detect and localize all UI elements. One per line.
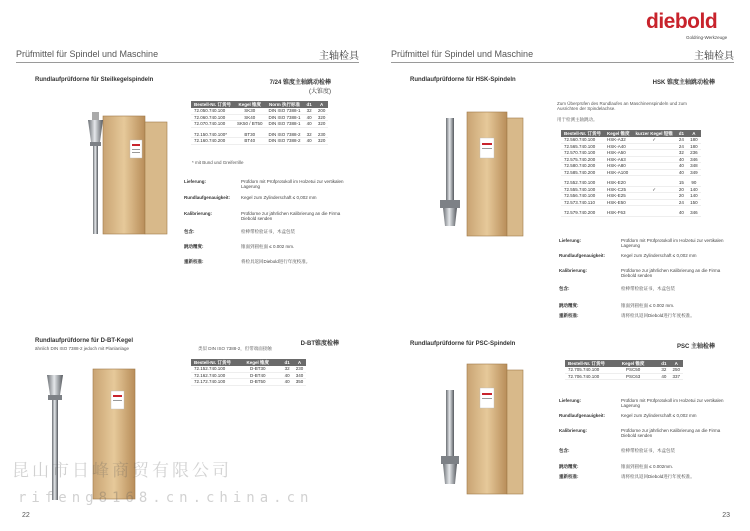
column-header: Bestell-Nr. 订货号 [561, 130, 604, 137]
brand-logo: diebold [646, 10, 718, 33]
cell: PSC50 [608, 367, 658, 373]
column-header: A [293, 359, 307, 366]
table-row [191, 138, 328, 145]
spec-value: Kegel zum Zylinderschaft ≤ 0,002 mm [241, 195, 317, 200]
mandrel-box-image [78, 108, 178, 243]
cell: 32 [282, 366, 293, 372]
cell: HSK-A32 [604, 137, 633, 143]
cell: 340 [293, 372, 307, 379]
page-number: 22 [22, 512, 30, 519]
spec-value: 请将检具返回Diebold进行年度校准。 [621, 474, 695, 479]
spec-key: 重新校准: [559, 313, 579, 318]
cell: HSK-C25 [604, 186, 633, 193]
cell: 180 [687, 137, 701, 143]
section-subtitle: ähnlich DIN ISO 7388-2 jedoch mit Planlanlage [35, 346, 130, 351]
cell: 348 [687, 163, 701, 170]
spec-key: Kalibrierung: [559, 428, 588, 433]
cell: 320 [315, 138, 329, 145]
cell: DIN ISO 7388-1 [266, 121, 304, 128]
psc-mandrel-box-image [435, 360, 535, 505]
psc-table [565, 360, 683, 380]
cell: 24 [676, 137, 687, 143]
cell: 350 [293, 379, 307, 386]
spec-value: Prüfdorne zur jährlichen Kalibrierung an die Firma Diebold senden [241, 211, 341, 221]
hsk-mandrel-box-image [435, 108, 535, 243]
cell: 346 [687, 156, 701, 163]
spec-value: 检棒带检验证书，木盒包装 [621, 448, 675, 453]
column-header: Bestell-Nr. 订货号 [191, 359, 234, 366]
cell: 349 [687, 169, 701, 176]
cell: SK50 / BT50 [234, 121, 266, 128]
cell: 72.172.740.100 [191, 379, 234, 386]
cell: 40 [658, 373, 669, 380]
cell: 72.585.740.200 [561, 169, 604, 176]
spec-value: 检棒带检验证书，木盒包装 [621, 286, 675, 291]
cell: 32 [658, 367, 669, 373]
page-number: 23 [722, 512, 730, 519]
cell: BT30 [234, 132, 266, 138]
cell: HSK-E25 [604, 193, 633, 200]
cell: 72.560.740.100 [561, 137, 604, 143]
spec-key: 跳动精度: [559, 303, 579, 308]
spec-key: Lieferung: [184, 179, 206, 184]
spec-key: 跳动精度: [184, 244, 204, 249]
cell: 72.579.740.200 [561, 210, 604, 216]
cell: 72.705.740.100 [565, 367, 608, 373]
section-title: Rundlaufprüfdorne für HSK-Spindeln [410, 77, 516, 83]
cell: 24 [676, 199, 687, 206]
cell: DIN ISO 7388-2 [266, 138, 304, 145]
cell: 72.580.740.200 [561, 163, 604, 170]
watermark-company: 昆山市日峰商贸有限公司 [12, 461, 232, 481]
cell: 32 [676, 150, 687, 157]
cell: 72.060.740.100 [191, 114, 234, 121]
section-title-cn: 7/24 锥度主轴跳动检棒 [269, 80, 331, 86]
column-header: Bestell-Nr. 订货号 [565, 360, 608, 367]
column-header: d1 [676, 130, 687, 137]
spec-value: Prüfdorne zur jährlichen Kalibrierung an die Firma Diebold senden [621, 268, 721, 278]
cell: 90 [687, 180, 701, 186]
cell: HSK-F63 [604, 210, 633, 216]
spec-key: Lieferung: [559, 398, 581, 403]
spec-value: Prüfdorne zur jährlichen Kalibrierung an die Firma Diebold senden [621, 428, 721, 438]
spec-key: Lieferung: [559, 238, 581, 243]
column-header: Kegel 锥度 [234, 101, 266, 108]
section-title-cn: PSC 主轴检棒 [676, 344, 715, 350]
cell: 72.552.740.100 [561, 180, 604, 186]
cell: 40 [304, 121, 315, 128]
cell [633, 210, 676, 216]
spec-value: Kegel zum Zylinderschaft ≤ 0,002 mm [621, 253, 697, 258]
cell: SK30 [234, 108, 266, 114]
cell: 150 [687, 199, 701, 206]
column-header: Kegel 锥度 [604, 130, 633, 137]
spec-value: 请将检具返回Diebold进行年度校准。 [621, 313, 695, 318]
cell: DIN ISO 7388-1 [266, 114, 304, 121]
cell: 72.573.740.110 [561, 199, 604, 206]
header-title-cn: 主轴检具 [694, 51, 734, 62]
header-title-cn: 主轴检具 [319, 51, 359, 62]
spec-value: 锥面到圆柱面 ≤ 0.002 mm. [621, 303, 675, 308]
cell: 140 [687, 193, 701, 200]
table-row [561, 210, 701, 216]
dbt-mandrel-box-image [35, 365, 145, 510]
cell: 236 [687, 150, 701, 157]
cell: 24 [676, 143, 687, 150]
table-row [191, 121, 328, 128]
cell: HSK-A100 [604, 169, 633, 176]
cell: 40 [676, 156, 687, 163]
cell: 15 [676, 180, 687, 186]
cell: 337 [670, 373, 684, 380]
cell: HSK-A50 [604, 150, 633, 157]
watermark-url: rifeng8168.cn.china.cn [18, 490, 314, 506]
steep-taper-table [191, 101, 328, 145]
section-title: Rundlaufprüfdorne für PSC-Spindeln [410, 341, 516, 347]
spec-key: 包含: [559, 448, 570, 453]
cell: BT40 [234, 138, 266, 145]
cell: 32 [304, 132, 315, 138]
cell: SK40 [234, 114, 266, 121]
table-row [191, 379, 306, 386]
cell: 72.160.740.200 [191, 138, 234, 145]
column-header: kurzer Kegel 短锥 [633, 130, 676, 137]
dbt-table [191, 359, 306, 386]
spec-key: 跳动精度: [559, 464, 579, 469]
column-header: Bestell-Nr. 订货号 [191, 101, 234, 108]
spec-list [559, 238, 734, 320]
spec-key: Rundlaufgenauigkeit: [559, 413, 605, 418]
cell: 200 [315, 108, 329, 114]
cell: 320 [315, 121, 329, 128]
cell: 72.152.740.100 [191, 366, 234, 372]
column-header: A [670, 360, 684, 367]
cell: 20 [676, 186, 687, 193]
spec-key: Rundlaufgenauigkeit: [559, 253, 605, 258]
spec-value: 锥面到圆柱面 ≤ 0.002 mm. [241, 244, 295, 249]
spec-value: 检棒带检验证书，木盒包装 [241, 229, 295, 234]
section-intro-cn: 用于检测主轴跳动。 [557, 117, 598, 122]
cell: HSK-E20 [604, 180, 633, 186]
cell: 346 [687, 210, 701, 216]
cell: 40 [282, 379, 293, 386]
cell: 72.565.740.100 [561, 143, 604, 150]
spec-key: 重新校准: [559, 474, 579, 479]
cell: HSK-A63 [604, 156, 633, 163]
header-title-de: Prüfmittel für Spindel und Maschine [391, 49, 534, 59]
cell: 40 [282, 372, 293, 379]
spec-key: Kalibrierung: [184, 211, 213, 216]
cell: 40 [304, 138, 315, 145]
section-intro: Zum Überprüfen des Rundlaufes an Maschinenspindeln und zum Ausrichten der Spindelachse. [557, 101, 687, 111]
spec-key: Kalibrierung: [559, 268, 588, 273]
cell: 180 [687, 143, 701, 150]
cell: 72.570.740.100 [561, 150, 604, 157]
check-icon: ✓ [633, 186, 676, 193]
cell: 72.575.740.200 [561, 156, 604, 163]
cell: 40 [676, 210, 687, 216]
spec-value: Kegel zum Zylinderschaft ≤ 0,002 mm [621, 413, 697, 418]
cell: 32 [304, 108, 315, 114]
hsk-table [561, 130, 701, 217]
right-page [375, 0, 750, 531]
cell: HSK-A80 [604, 163, 633, 170]
table-footnote: * mit Bund und Greiferrille [192, 160, 244, 165]
cell: 72.556.740.100 [561, 193, 604, 200]
page-header [391, 46, 734, 63]
column-header: d1 [304, 101, 315, 108]
spec-value: 锥面到圆柱面 ≤ 0.002mm. [621, 464, 673, 469]
cell: DIN ISO 7388-2 [266, 132, 304, 138]
spec-value: Prüfdorn mit Prüfprotokoll im Holzetui zur vertikalen Lagerung [621, 238, 724, 248]
spec-list [559, 398, 734, 483]
section-title: Rundlaufprüfdorne für D-BT-Kegel [35, 338, 133, 344]
cell: 140 [687, 186, 701, 193]
column-header: A [315, 101, 329, 108]
cell: D-BT40 [234, 372, 282, 379]
column-header: Kegel 锥度 [608, 360, 658, 367]
section-title: Rundlaufprüfdorne für Steilkegelspindeln [35, 77, 154, 83]
cell: 40 [676, 169, 687, 176]
cell: 230 [315, 132, 329, 138]
spec-key: 包含: [559, 286, 570, 291]
cell: 230 [293, 366, 307, 372]
cell: HSK-A40 [604, 143, 633, 150]
page-header [16, 46, 359, 63]
column-header: d1 [658, 360, 669, 367]
check-icon: ✓ [633, 137, 676, 143]
cell: D-BT50 [234, 379, 282, 386]
column-header: Kegel 锥度 [234, 359, 282, 366]
cell: 40 [676, 163, 687, 170]
spec-value: 将检具返回Diebold进行年度校准。 [241, 259, 311, 264]
header-title-de: Prüfmittel für Spindel und Maschine [16, 49, 159, 59]
section-subtitle-cn: 类似 DIN ISO 7388-2，但带端面接触 [198, 346, 272, 351]
spec-value: Prüfdorn mit Prüfprotokoll im Holzetui zur vertikalen Lagerung [621, 398, 724, 408]
section-title-cn: D-BT锥度检棒 [300, 341, 339, 347]
column-header: Norm 执行标准 [266, 101, 304, 108]
spec-value: Prüfdorn mit Prüfprotokoll im Holzetui zur vertikalen Lagerung [241, 179, 344, 189]
cell: 40 [304, 114, 315, 121]
cell: DIN ISO 7388-1 [266, 108, 304, 114]
spec-key: Rundlaufgenauigkeit: [184, 195, 230, 200]
cell: 20 [676, 193, 687, 200]
column-header: d1 [282, 359, 293, 366]
table-row [565, 373, 683, 380]
cell: D-BT30 [234, 366, 282, 372]
spec-key: 重新校准: [184, 259, 204, 264]
cell: 72.070.740.100 [191, 121, 234, 128]
column-header: A [687, 130, 701, 137]
cell: PSC63 [608, 373, 658, 380]
cell: 250 [670, 367, 684, 373]
spec-key: 包含: [184, 229, 195, 234]
section-title-cn-2: (大锥度) [309, 89, 331, 95]
cell: 72.050.740.100 [191, 108, 234, 114]
cell: 320 [315, 114, 329, 121]
brand-tagline: Goldring-Werkzeuge [686, 35, 728, 40]
section-title-cn: HSK 锥度主轴跳动检棒 [652, 80, 715, 86]
spec-list [184, 179, 359, 269]
cell: 72.150.740.100* [191, 132, 234, 138]
cell: 72.706.740.100 [565, 373, 608, 380]
cell: HSK-E50 [604, 199, 633, 206]
cell: 72.555.740.100 [561, 186, 604, 193]
cell: 72.162.740.100 [191, 372, 234, 379]
